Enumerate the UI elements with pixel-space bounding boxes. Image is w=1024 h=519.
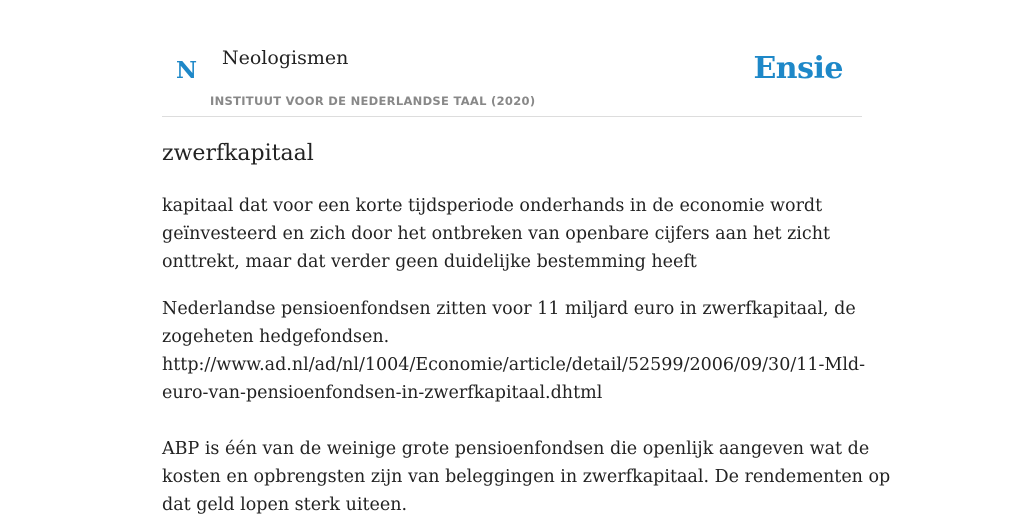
- source-subtitle: INSTITUUT VOOR DE NEDERLANDSE TAAL (2020): [210, 94, 536, 108]
- entry-definition: [162, 192, 862, 276]
- source-logo: N: [176, 57, 198, 84]
- entry-card: [162, 0, 891, 515]
- entry-example: [162, 295, 866, 407]
- example-line: dat geld lopen sterk uiteen.: [162, 495, 408, 515]
- definition-line: kapitaal dat voor een korte tijdsperiode onderhands in de economie wordt: [162, 196, 823, 216]
- example-line: ABP is één van de weinige grote pensioenfondsen die openlijk aangeven wat de: [162, 439, 870, 459]
- entry-term: zwerfkapitaal: [162, 141, 314, 166]
- definition-line: geïnvesteerd en zich door het ontbreken van openbare cijfers aan het zicht: [162, 224, 830, 244]
- brand-logo[interactable]: Ensie: [753, 51, 843, 86]
- example-line: kosten en opbrengsten zijn van beleggingen in zwerfkapitaal. De rendementen op: [162, 467, 891, 487]
- example-line: zogeheten hedgefondsen.: [162, 327, 390, 347]
- example-line: Nederlandse pensioenfondsen zitten voor 11 miljard euro in zwerfkapitaal, de: [162, 299, 856, 319]
- definition-line: onttrekt, maar dat verder geen duidelijke bestemming heeft: [162, 252, 697, 272]
- example-source-link[interactable]: euro-van-pensioenfondsen-in-zwerfkapitaal.dhtml: [162, 383, 603, 403]
- entry-header: [162, 0, 862, 117]
- example-source-link[interactable]: http://www.ad.nl/ad/nl/1004/Economie/article/detail/52599/2006/09/30/11-Mld-: [162, 355, 866, 375]
- entry-example: [162, 435, 891, 519]
- source-title[interactable]: Neologismen: [222, 47, 349, 69]
